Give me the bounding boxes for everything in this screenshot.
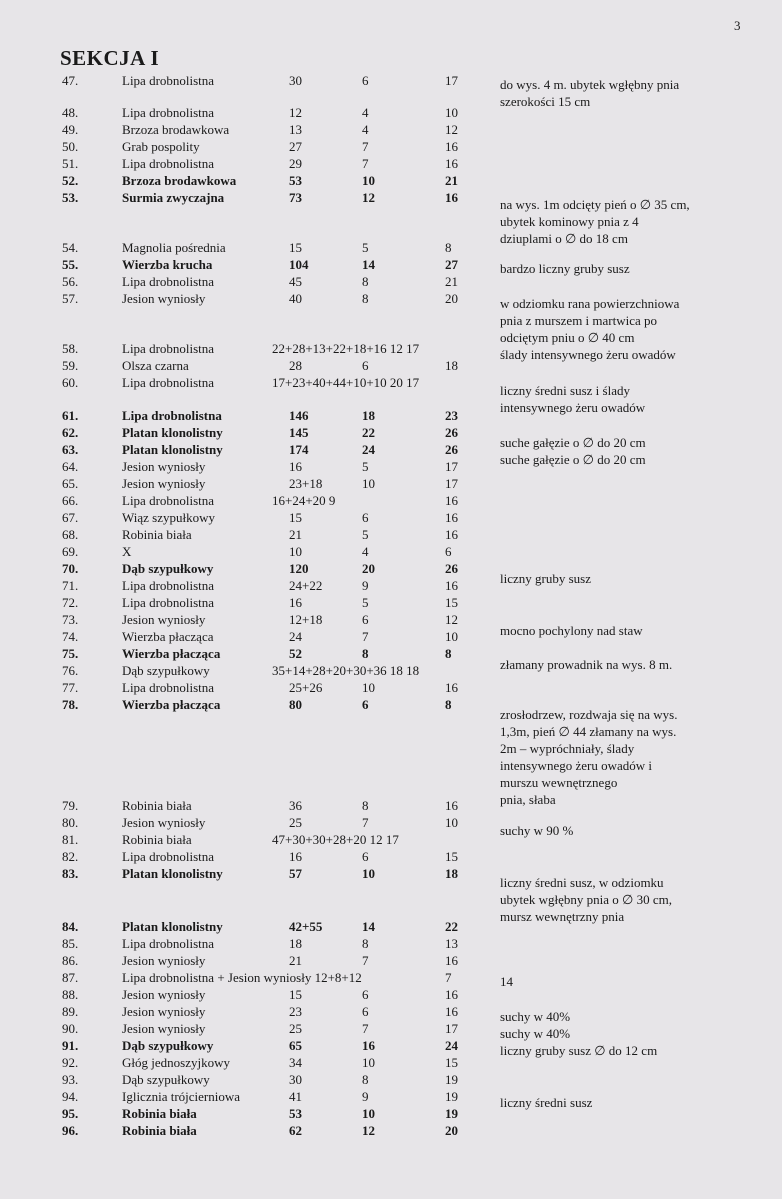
trunk-circumference: 174 — [289, 442, 309, 457]
trunk-circumference: 25+26 — [289, 680, 323, 695]
crown-diameter: 24 — [445, 1038, 458, 1053]
crown-diameter: 16 — [445, 190, 458, 205]
tree-species: Platan klonolistny — [122, 425, 223, 440]
crown-diameter: 17 — [445, 1021, 458, 1036]
row-number: 53. — [62, 190, 79, 205]
tree-species: Surmia zwyczajna — [122, 190, 225, 205]
trunk-circumference: 16 — [289, 595, 302, 610]
crown-diameter: 10 — [445, 815, 458, 830]
note-block — [500, 973, 513, 990]
tree-height: 10 — [362, 866, 375, 881]
crown-diameter: 12 — [445, 122, 458, 137]
note-block — [500, 622, 643, 639]
crown-diameter: 18 — [445, 358, 458, 373]
trunk-circumference: 145 — [289, 425, 309, 440]
tree-height: 10 — [362, 173, 375, 188]
note-line: zrosłodrzew, rozdwaja się na wys. — [500, 707, 678, 722]
tree-species: Jesion wyniosły — [122, 612, 206, 627]
row-number: 55. — [62, 257, 79, 272]
tree-height: 7 — [362, 629, 369, 644]
trunk-circumference: 18 — [289, 936, 302, 951]
row-number: 87. — [62, 970, 79, 985]
tree-species: Lipa drobnolistna — [122, 73, 215, 88]
tree-species: Iglicznia trójcierniowa — [122, 1089, 241, 1104]
row-number: 59. — [62, 358, 79, 373]
crown-diameter: 17 — [445, 459, 458, 474]
tree-height: 4 — [362, 105, 369, 120]
row-number: 70. — [62, 561, 79, 576]
tree-species: Robinia biała — [122, 798, 192, 813]
row-number: 57. — [62, 291, 79, 306]
row-number: 61. — [62, 408, 79, 423]
trunk-circumference: 30 — [289, 1072, 302, 1087]
note-line: liczny średni susz, w odziomku — [500, 875, 664, 890]
crown-diameter: 16 — [445, 578, 458, 593]
tree-height: 10 — [362, 1055, 375, 1070]
tree-species: Robinia biała — [122, 1123, 197, 1138]
note-line: murszu wewnętrznego — [500, 775, 618, 790]
tree-height: 8 — [362, 798, 369, 813]
tree-height: 9 — [362, 1089, 369, 1104]
trunk-circumference: 12 — [289, 105, 302, 120]
tree-height: 22 — [362, 425, 375, 440]
tree-height: 5 — [362, 595, 369, 610]
trunk-circumference: 15 — [289, 987, 302, 1002]
tree-species: Lipa drobnolistna — [122, 680, 215, 695]
combined-measurements: 47+30+30+28+20 12 17 — [272, 832, 399, 847]
tree-height: 5 — [362, 459, 369, 474]
note-block — [500, 656, 672, 673]
tree-species: Lipa drobnolistna — [122, 578, 215, 593]
tree-height: 12 — [362, 1123, 375, 1138]
note-line: 2m – wypróchniały, ślady — [500, 741, 635, 756]
crown-diameter: 8 — [445, 240, 452, 255]
trunk-circumference: 24 — [289, 629, 302, 644]
row-number: 95. — [62, 1106, 79, 1121]
tree-species: Jesion wyniosły — [122, 987, 206, 1002]
trunk-circumference: 30 — [289, 73, 302, 88]
trunk-circumference: 12+18 — [289, 612, 323, 627]
crown-diameter: 23 — [445, 408, 458, 423]
tree-height: 6 — [362, 612, 369, 627]
row-number: 62. — [62, 425, 79, 440]
trunk-circumference: 41 — [289, 1089, 302, 1104]
trunk-circumference: 29 — [289, 156, 302, 171]
trunk-circumference: 65 — [289, 1038, 302, 1053]
tree-height: 8 — [362, 274, 369, 289]
trunk-circumference: 104 — [289, 257, 309, 272]
crown-diameter: 8 — [445, 697, 452, 712]
row-number: 67. — [62, 510, 79, 525]
note-line: suchy w 40% — [500, 1009, 571, 1024]
row-number: 54. — [62, 240, 79, 255]
row-number: 52. — [62, 173, 79, 188]
crown-diameter: 6 — [445, 544, 452, 559]
crown-diameter: 26 — [445, 561, 458, 576]
row-number: 74. — [62, 629, 79, 644]
row-number: 76. — [62, 663, 79, 678]
note-block — [500, 196, 690, 247]
row-number: 75. — [62, 646, 79, 661]
tree-species: Magnolia pośrednia — [122, 240, 226, 255]
note-line: ubytek kominowy pnia z 4 — [500, 214, 639, 229]
tree-height: 4 — [362, 122, 369, 137]
tree-species: Platan klonolistny — [122, 442, 223, 457]
note-line: 1,3m, pień ∅ 44 złamany na wys. — [500, 724, 677, 739]
row-number: 48. — [62, 105, 79, 120]
tree-height: 10 — [362, 1106, 375, 1121]
row-number: 50. — [62, 139, 79, 154]
tree-species: Lipa drobnolistna — [122, 849, 215, 864]
crown-diameter: 16 — [445, 953, 458, 968]
tree-species: Wierzba płacząca — [122, 629, 214, 644]
crown-diameter: 16 — [445, 987, 458, 1002]
note-line: liczny gruby susz — [500, 571, 591, 586]
tree-height: 8 — [362, 936, 369, 951]
crown-diameter: 16 — [445, 493, 458, 508]
note-line: na wys. 1m odcięty pień o ∅ 35 cm, — [500, 197, 690, 212]
tree-species: Jesion wyniosły — [122, 953, 206, 968]
trunk-circumference: 42+55 — [289, 919, 323, 934]
trunk-circumference: 16 — [289, 459, 302, 474]
tree-height: 8 — [362, 1072, 369, 1087]
trunk-circumference: 36 — [289, 798, 302, 813]
row-number: 91. — [62, 1038, 79, 1053]
trunk-circumference: 13 — [289, 122, 302, 137]
tree-species: Lipa drobnolistna — [122, 341, 215, 356]
crown-diameter: 15 — [445, 1055, 458, 1070]
note-block — [500, 1008, 657, 1059]
tree-species: Jesion wyniosły — [122, 291, 206, 306]
page-number: 3 — [734, 18, 741, 33]
crown-diameter: 16 — [445, 139, 458, 154]
tree-height: 4 — [362, 544, 369, 559]
tree-height: 10 — [362, 476, 375, 491]
crown-diameter: 19 — [445, 1072, 458, 1087]
tree-height: 6 — [362, 697, 369, 712]
note-block — [500, 822, 573, 839]
tree-species: Robinia biała — [122, 1106, 197, 1121]
combined-measurements: 35+14+28+20+30+36 18 18 — [272, 663, 420, 678]
crown-diameter: 18 — [445, 866, 458, 881]
row-number: 68. — [62, 527, 79, 542]
crown-diameter: 22 — [445, 919, 458, 934]
note-line: liczny gruby susz ∅ do 12 cm — [500, 1043, 658, 1058]
tree-height: 7 — [362, 139, 369, 154]
note-line: pnia, słaba — [500, 792, 556, 807]
trunk-circumference: 146 — [289, 408, 309, 423]
tree-height: 10 — [362, 680, 375, 695]
row-number: 79. — [62, 798, 79, 813]
row-number: 80. — [62, 815, 79, 830]
row-number: 73. — [62, 612, 79, 627]
trunk-circumference: 10 — [289, 544, 302, 559]
tree-species: Grab pospolity — [122, 139, 200, 154]
crown-diameter: 17 — [445, 73, 458, 88]
tree-species: Dąb szypułkowy — [122, 1038, 214, 1053]
tree-species: Lipa drobnolistna — [122, 493, 215, 508]
trunk-circumference: 21 — [289, 953, 302, 968]
trunk-circumference: 25 — [289, 1021, 302, 1036]
row-number: 86. — [62, 953, 79, 968]
note-line: do wys. 4 m. ubytek wgłębny pnia — [500, 77, 680, 92]
note-block — [500, 434, 646, 468]
note-line: w odziomku rana powierzchniowa — [500, 296, 680, 311]
tree-height: 5 — [362, 527, 369, 542]
row-number: 77. — [62, 680, 79, 695]
note-line: suche gałęzie o ∅ do 20 cm — [500, 435, 646, 450]
row-number: 71. — [62, 578, 79, 593]
tree-height: 12 — [362, 190, 375, 205]
note-line: intensywnego żeru owadów i — [500, 758, 652, 773]
tree-species: Jesion wyniosły — [122, 1004, 206, 1019]
trunk-circumference: 34 — [289, 1055, 302, 1070]
trunk-circumference: 23+18 — [289, 476, 323, 491]
note-line: dziuplami o ∅ do 18 cm — [500, 231, 628, 246]
row-number: 58. — [62, 341, 79, 356]
combined-measurements: 17+23+40+44+10+10 20 17 — [272, 375, 420, 390]
row-number: 82. — [62, 849, 79, 864]
row-number: 78. — [62, 697, 79, 712]
note-block — [500, 706, 677, 808]
tree-height: 5 — [362, 240, 369, 255]
crown-diameter: 10 — [445, 105, 458, 120]
crown-diameter: 26 — [445, 425, 458, 440]
note-line: złamany prowadnik na wys. 8 m. — [500, 657, 673, 672]
trunk-circumference: 21 — [289, 527, 302, 542]
row-number: 90. — [62, 1021, 79, 1036]
note-line: pnia z murszem i martwica po — [500, 313, 658, 328]
tree-species: Lipa drobnolistna — [122, 274, 215, 289]
tree-species: Głóg jednoszyjkowy — [122, 1055, 230, 1070]
trunk-circumference: 120 — [289, 561, 309, 576]
trunk-circumference: 16 — [289, 849, 302, 864]
trunk-circumference: 27 — [289, 139, 302, 154]
tree-species: Lipa drobnolistna — [122, 375, 215, 390]
crown-diameter: 26 — [445, 442, 458, 457]
row-number: 93. — [62, 1072, 79, 1087]
row-number: 65. — [62, 476, 79, 491]
note-block — [500, 874, 672, 925]
tree-height: 7 — [362, 156, 369, 171]
crown-diameter: 8 — [445, 646, 452, 661]
trunk-circumference: 57 — [289, 866, 302, 881]
crown-diameter: 12 — [445, 612, 458, 627]
row-number: 89. — [62, 1004, 79, 1019]
tree-species: Robinia biała — [122, 527, 192, 542]
note-line: liczny średni susz i ślady — [500, 383, 630, 398]
tree-height: 9 — [362, 578, 369, 593]
tree-species: Wierzba płacząca — [122, 646, 221, 661]
tree-height: 6 — [362, 1004, 369, 1019]
trunk-circumference: 28 — [289, 358, 302, 373]
tree-species: Lipa drobnolistna — [122, 156, 215, 171]
crown-diameter: 16 — [445, 680, 458, 695]
row-number: 83. — [62, 866, 79, 881]
combined-measurements: 22+28+13+22+18+16 12 17 — [272, 341, 420, 356]
note-line: odciętym pniu o ∅ 40 cm — [500, 330, 635, 345]
crown-diameter: 15 — [445, 595, 458, 610]
tree-height: 8 — [362, 646, 369, 661]
crown-diameter: 20 — [445, 1123, 458, 1138]
row-number: 47. — [62, 73, 79, 88]
row-number: 69. — [62, 544, 79, 559]
trunk-circumference: 23 — [289, 1004, 302, 1019]
row-number: 51. — [62, 156, 79, 171]
trunk-circumference: 15 — [289, 510, 302, 525]
note-line: ubytek wgłębny pnia o ∅ 30 cm, — [500, 892, 672, 907]
tree-height: 7 — [362, 815, 369, 830]
crown-diameter: 13 — [445, 936, 458, 951]
note-block — [500, 260, 630, 277]
note-line: suchy w 40% — [500, 1026, 571, 1041]
note-line: liczny średni susz — [500, 1095, 593, 1110]
note-line: suchy w 90 % — [500, 823, 574, 838]
trunk-circumference: 62 — [289, 1123, 302, 1138]
row-number: 49. — [62, 122, 79, 137]
tree-height: 16 — [362, 1038, 375, 1053]
tree-height: 8 — [362, 291, 369, 306]
crown-diameter: 16 — [445, 510, 458, 525]
row-number: 94. — [62, 1089, 79, 1104]
note-line: szerokości 15 cm — [500, 94, 591, 109]
crown-diameter: 17 — [445, 476, 458, 491]
crown-diameter: 19 — [445, 1089, 458, 1104]
trunk-circumference: 53 — [289, 1106, 302, 1121]
combined-measurements: 16+24+20 9 — [272, 493, 336, 508]
crown-diameter: 21 — [445, 274, 458, 289]
row-number: 63. — [62, 442, 79, 457]
note-line: suche gałęzie o ∅ do 20 cm — [500, 452, 646, 467]
crown-diameter: 15 — [445, 849, 458, 864]
tree-height: 6 — [362, 73, 369, 88]
tree-species: Jesion wyniosły — [122, 815, 206, 830]
crown-diameter: 16 — [445, 527, 458, 542]
tree-height: 6 — [362, 987, 369, 1002]
row-number: 56. — [62, 274, 79, 289]
crown-diameter: 16 — [445, 798, 458, 813]
crown-diameter: 19 — [445, 1106, 458, 1121]
tree-height: 20 — [362, 561, 375, 576]
note-line: intensywnego żeru owadów — [500, 400, 646, 415]
tree-species: Dąb szypułkowy — [122, 1072, 210, 1087]
tree-species: Dąb szypułkowy — [122, 663, 210, 678]
row-number: 92. — [62, 1055, 79, 1070]
crown-diameter: 16 — [445, 1004, 458, 1019]
row-number: 96. — [62, 1123, 79, 1138]
tree-height: 6 — [362, 849, 369, 864]
tree-species: Lipa drobnolistna — [122, 408, 222, 423]
note-block — [500, 295, 679, 363]
trunk-circumference: 80 — [289, 697, 302, 712]
note-block — [500, 382, 645, 416]
row-number: 81. — [62, 832, 79, 847]
trunk-circumference: 53 — [289, 173, 302, 188]
trunk-circumference: 15 — [289, 240, 302, 255]
trunk-circumference: 45 — [289, 274, 302, 289]
crown-diameter: 27 — [445, 257, 458, 272]
trunk-circumference: 40 — [289, 291, 302, 306]
tree-height: 6 — [362, 358, 369, 373]
trunk-circumference: 73 — [289, 190, 302, 205]
crown-diameter: 7 — [445, 970, 452, 985]
section-title: SEKCJA I — [60, 46, 160, 70]
tree-species: Dąb szypułkowy — [122, 561, 214, 576]
note-line: mocno pochylony nad staw — [500, 623, 643, 638]
tree-species: Lipa drobnolistna — [122, 936, 215, 951]
tree-height: 6 — [362, 510, 369, 525]
tree-species: Jesion wyniosły — [122, 459, 206, 474]
tree-species: Jesion wyniosły — [122, 476, 206, 491]
note-block — [500, 76, 679, 110]
tree-species: Olsza czarna — [122, 358, 189, 373]
tree-height: 7 — [362, 1021, 369, 1036]
note-line: mursz wewnętrzny pnia — [500, 909, 625, 924]
row-number: 88. — [62, 987, 79, 1002]
crown-diameter: 20 — [445, 291, 458, 306]
tree-species: Lipa drobnolistna — [122, 105, 215, 120]
trunk-circumference: 25 — [289, 815, 302, 830]
tree-species: Lipa drobnolistna + Jesion wyniosły 12+8+12 — [122, 970, 362, 985]
row-number: 72. — [62, 595, 79, 610]
row-number: 85. — [62, 936, 79, 951]
tree-species: Jesion wyniosły — [122, 1021, 206, 1036]
tree-height: 14 — [362, 919, 375, 934]
row-number: 64. — [62, 459, 79, 474]
tree-species: Brzoza brodawkowa — [122, 173, 237, 188]
note-block — [500, 1094, 592, 1111]
tree-species: Lipa drobnolistna — [122, 595, 215, 610]
row-number: 66. — [62, 493, 79, 508]
crown-diameter: 10 — [445, 629, 458, 644]
row-number: 60. — [62, 375, 79, 390]
note-line: ślady intensywnego żeru owadów — [500, 347, 676, 362]
tree-species: Robinia biała — [122, 832, 192, 847]
tree-species: X — [122, 544, 132, 559]
note-line: bardzo liczny gruby susz — [500, 261, 630, 276]
tree-species: Brzoza brodawkowa — [122, 122, 230, 137]
crown-diameter: 21 — [445, 173, 458, 188]
tree-height: 7 — [362, 953, 369, 968]
tree-species: Platan klonolistny — [122, 866, 223, 881]
row-number: 84. — [62, 919, 79, 934]
note-line: 14 — [500, 974, 513, 989]
note-block — [500, 570, 591, 587]
tree-height: 14 — [362, 257, 375, 272]
tree-species: Wierzba krucha — [122, 257, 213, 272]
tree-species: Platan klonolistny — [122, 919, 223, 934]
trunk-circumference: 24+22 — [289, 578, 323, 593]
trunk-circumference: 52 — [289, 646, 302, 661]
crown-diameter: 16 — [445, 156, 458, 171]
tree-height: 24 — [362, 442, 375, 457]
tree-height: 18 — [362, 408, 375, 423]
tree-species: Wiąz szypułkowy — [122, 510, 215, 525]
tree-species: Wierzba płacząca — [122, 697, 221, 712]
